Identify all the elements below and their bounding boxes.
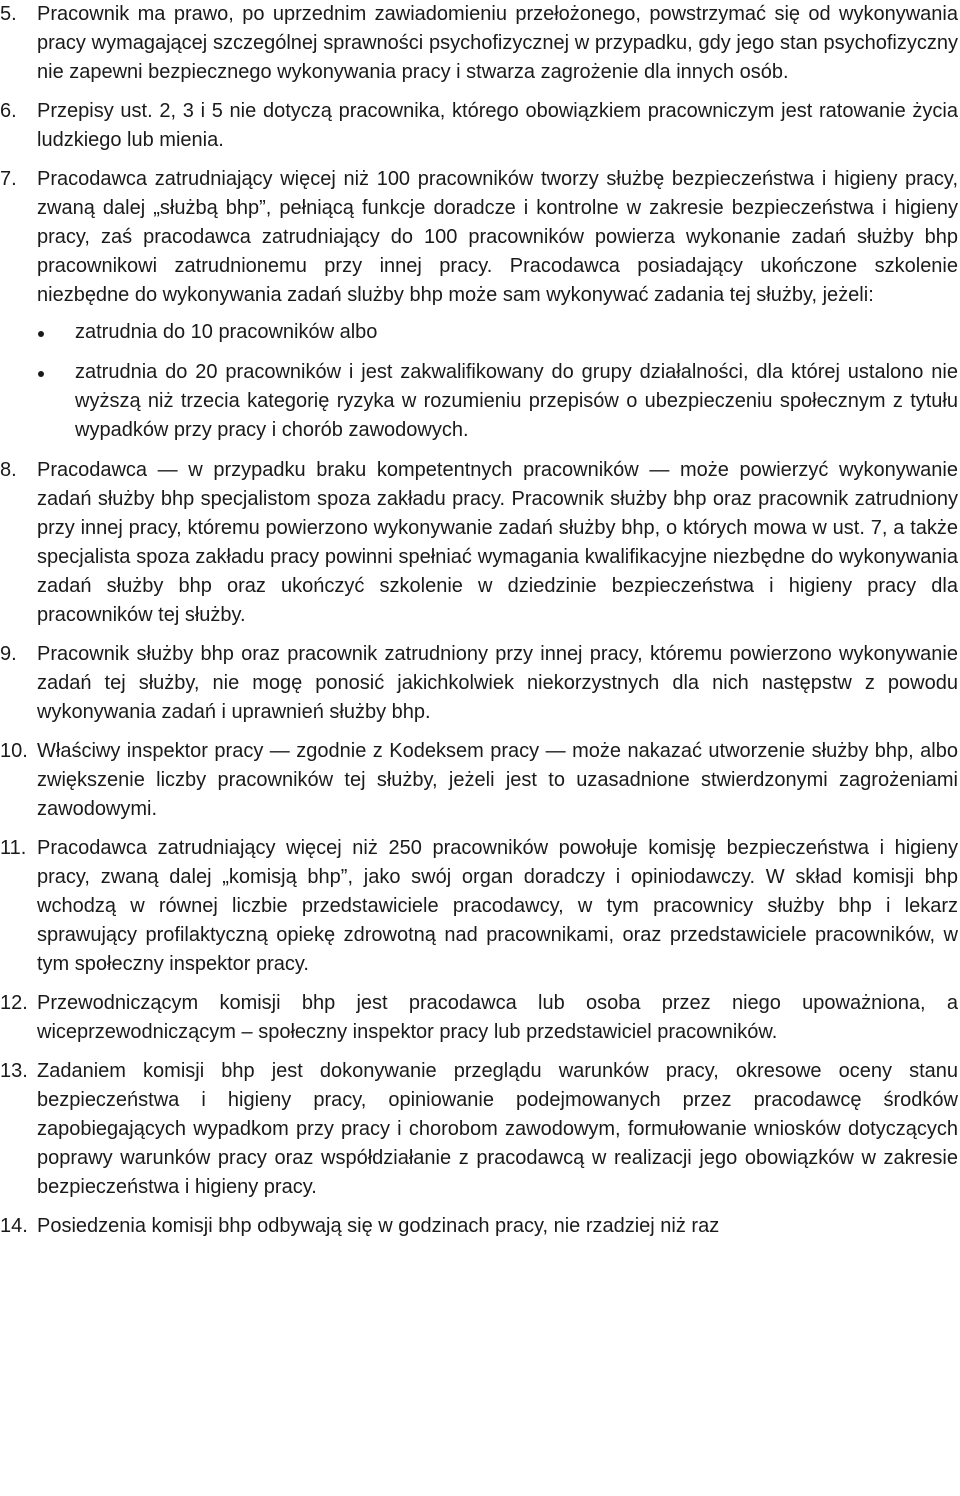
paragraph-number: 9. <box>0 643 17 665</box>
paragraph-text: Przepisy ust. 2, 3 i 5 nie dotyczą pracownika, którego obowiązkiem pracowniczym jest ratowanie życia ludzkiego lub mienia. <box>37 100 958 151</box>
paragraph-text: Pracodawca zatrudniający więcej niż 250 pracowników powołuje komisję bezpieczeństwa i higieny pracy, zwaną dalej „komisją bhp”, jako swój organ doradczy i opiniodawczy. W skład komisji bhp wchodzą w równej liczbie przedstawiciele pracodawcy, w tym pracownicy służby bhp i lekarz sprawujący profilaktyczną opiekę zdrowotną nad pracownikami, oraz przedstawiciele pracowników, w tym społeczny inspektor pracy. <box>37 837 958 975</box>
paragraph-text: Pracownik ma prawo, po uprzednim zawiadomieniu przełożonego, powstrzymać się od wykonywania pracy wymagającej szczególnej sprawności psychofizycznej w przypadku, gdy jego stan psychofizyczny nie zapewni bezpiecznego wykonywania pracy i stwarza zagrożenie dla innych osób. <box>37 3 958 83</box>
bullet-icon <box>38 371 44 377</box>
paragraph-text: Posiedzenia komisji bhp odbywają się w godzinach pracy, nie rzadziej niż raz <box>37 1215 720 1237</box>
paragraph-number: 8. <box>0 459 17 481</box>
paragraph-number: 7. <box>0 168 17 190</box>
paragraph-12 <box>0 989 960 1047</box>
paragraph-text: Pracodawca zatrudniający więcej niż 100 pracowników tworzy służbę bezpieczeństwa i higieny pracy, zwaną dalej „służbą bhp”, pełniącą funkcje doradcze i kontrolne w zakresie bezpieczeństwa i higieny pracy, zaś pracodawca zatrudniający do 100 pracowników powierza wykonanie zadań służby bhp pracownikowi zatrudnionemu przy innej pracy. Pracodawca posiadający ukończone szkolenie niezbędne do wykonywania zadań slużby bhp może sam wykonywać zadania tej służby, jeżeli: <box>37 168 958 306</box>
bullet-item <box>37 318 958 347</box>
bullet-icon <box>38 331 44 337</box>
paragraph-number: 12. <box>0 992 28 1014</box>
bullet-item <box>37 358 958 445</box>
paragraph-text: Właściwy inspektor pracy — zgodnie z Kodeksem pracy — może nakazać utworzenie służby bhp, albo zwiększenie liczby pracowników tej służby, jeżeli jest to uzasadnione stwierdzonymi zagrożeniami zawodowymi. <box>37 740 958 820</box>
paragraph-14 <box>0 1212 960 1241</box>
paragraph-number: 10. <box>0 740 28 762</box>
bullet-text: zatrudnia do 20 pracowników i jest zakwalifikowany do grupy działalności, dla której ustalono nie wyższą niż trzecia kategorię ryzyka w rozumieniu przepisów o ubezpieczeniu społecznym z tytułu wypadków przy pracy i chorób zawodowych. <box>75 361 958 441</box>
paragraph-number: 5. <box>0 3 17 25</box>
paragraph-13 <box>0 1057 960 1202</box>
paragraph-8 <box>0 456 960 630</box>
paragraph-number: 14. <box>0 1215 28 1237</box>
paragraph-7 <box>0 165 960 445</box>
paragraph-10 <box>0 737 960 824</box>
paragraph-11 <box>0 834 960 979</box>
paragraph-text: Pracodawca — w przypadku braku kompetentnych pracowników — może powierzyć wykonywanie zadań służby bhp specjalistom spoza zakładu pracy. Pracownik służby bhp oraz pracownik zatrudniony przy innej pracy, któremu powierzono wykonywanie zadań służby bhp, o których mowa w ust. 7, a także specjalista spoza zakładu pracy powinni spełniać wymagania kwalifikacyjne niezbędne do wykonywania zadań służby bhp oraz ukończyć szkolenie w dziedzinie bezpieczeństwa i higieny pracy dla pracowników tej służby. <box>37 459 958 626</box>
paragraph-text: Pracownik służby bhp oraz pracownik zatrudniony przy innej pracy, któremu powierzono wykonywanie zadań tej służby, nie mogę ponosić jakichkolwiek niekorzystnych dla nich następstw z powodu wykonywania zadań i uprawnień służby bhp. <box>37 643 958 723</box>
bullet-text: zatrudnia do 10 pracowników albo <box>75 321 378 343</box>
paragraph-5 <box>0 0 960 87</box>
bullet-list <box>37 318 958 445</box>
paragraph-number: 6. <box>0 100 17 122</box>
paragraph-number: 13. <box>0 1060 28 1082</box>
paragraph-6 <box>0 97 960 155</box>
paragraph-text: Zadaniem komisji bhp jest dokonywanie przeglądu warunków pracy, okresowe oceny stanu bezpieczeństwa i higieny pracy, opiniowanie podejmowanych przez pracodawcę środków zapobiegających wypadkom przy pracy i chorobom zawodowym, formułowanie wniosków dotyczących poprawy warunków pracy oraz współdziałanie z pracodawcą w realizacji jego obowiązków w zakresie bezpieczeństwa i higieny pracy. <box>37 1060 958 1198</box>
paragraph-number: 11. <box>0 837 27 859</box>
paragraph-9 <box>0 640 960 727</box>
paragraph-text: Przewodniczącym komisji bhp jest pracodawca lub osoba przez niego upoważniona, a wiceprzewodniczącym – społeczny inspektor pracy lub przedstawiciel pracowników. <box>37 992 958 1043</box>
